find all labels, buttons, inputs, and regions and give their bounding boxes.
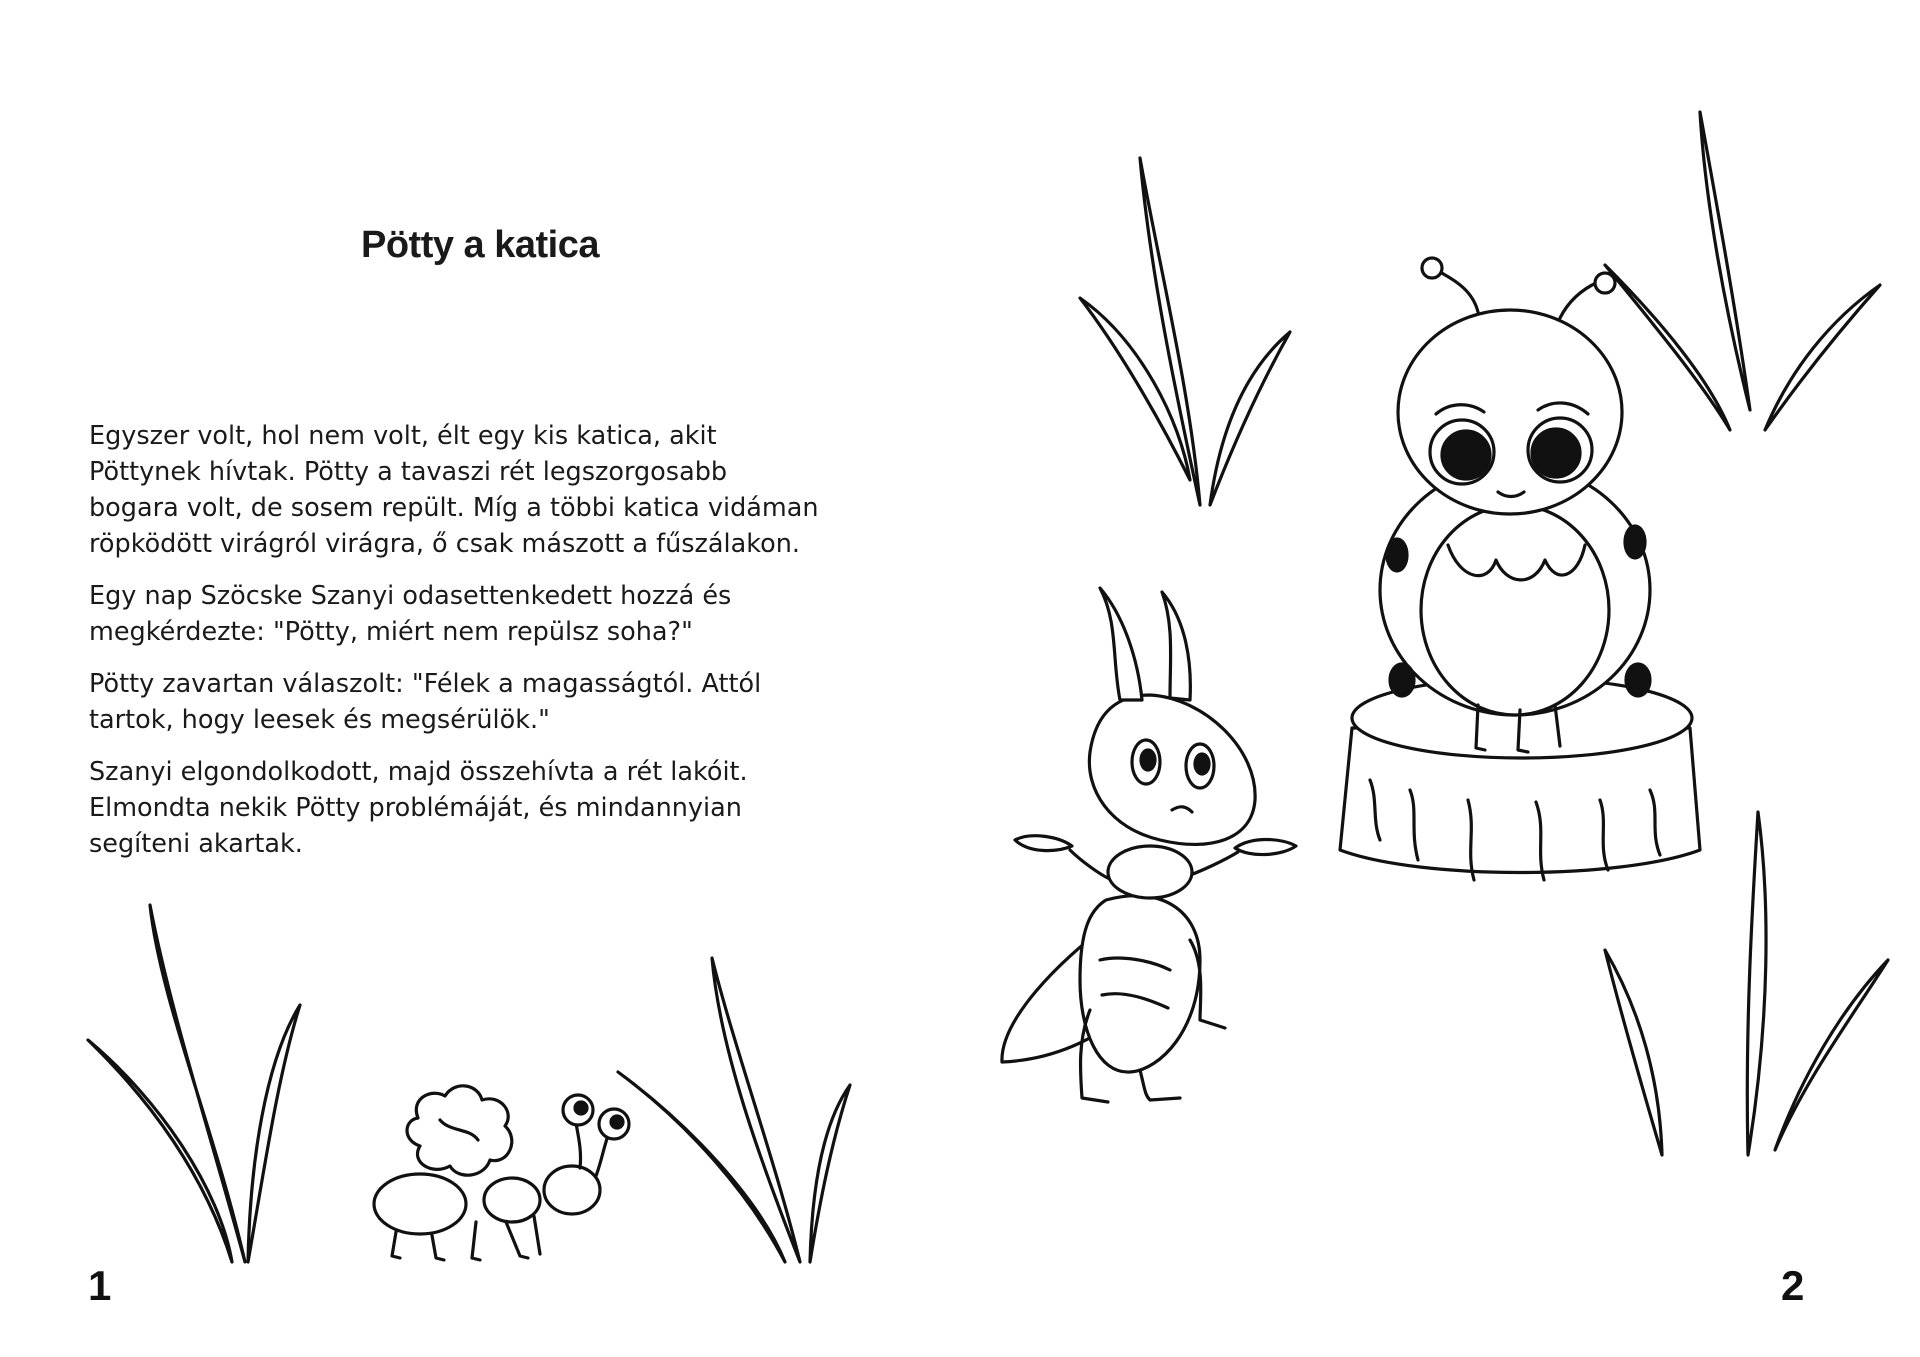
page-number-right: 2 [1781,1262,1805,1309]
story-paragraph-2: Egy nap Szöcske Szanyi odasettenkedett hozzá és megkérdezte: "Pötty, miért nem repülsz soha?" [89,581,732,647]
grass-tuft-center [618,958,850,1262]
ant-illustration [374,1086,629,1260]
grass-tuft-top-left [1080,158,1290,505]
grass-tuft-left [88,905,300,1262]
ladybug-illustration [1380,258,1650,752]
page-number-left: 1 [88,1262,112,1309]
grass-tuft-top-right [1605,112,1880,430]
story-paragraph-1: Egyszer volt, hol nem volt, élt egy kis katica, akit Pöttynek hívtak. Pötty a tavaszi rét legszorgosabb bogara volt, de sosem repült. Míg a többi katica vidáman röpködött virágról virágra, ő csak mászott a fűszálakon. [89,421,819,559]
story-title: Pötty a katica [361,224,599,266]
story-paragraph-3: Pötty zavartan válaszolt: "Félek a magasságtól. Attól tartok, hogy leesek és megsérülök." [89,669,762,735]
story-paragraph-4: Szanyi elgondolkodott, majd összehívta a rét lakóit. Elmondta nekik Pötty problémáját, és mindannyian segíteni akartak. [89,757,748,859]
grasshopper-illustration [1002,588,1296,1102]
